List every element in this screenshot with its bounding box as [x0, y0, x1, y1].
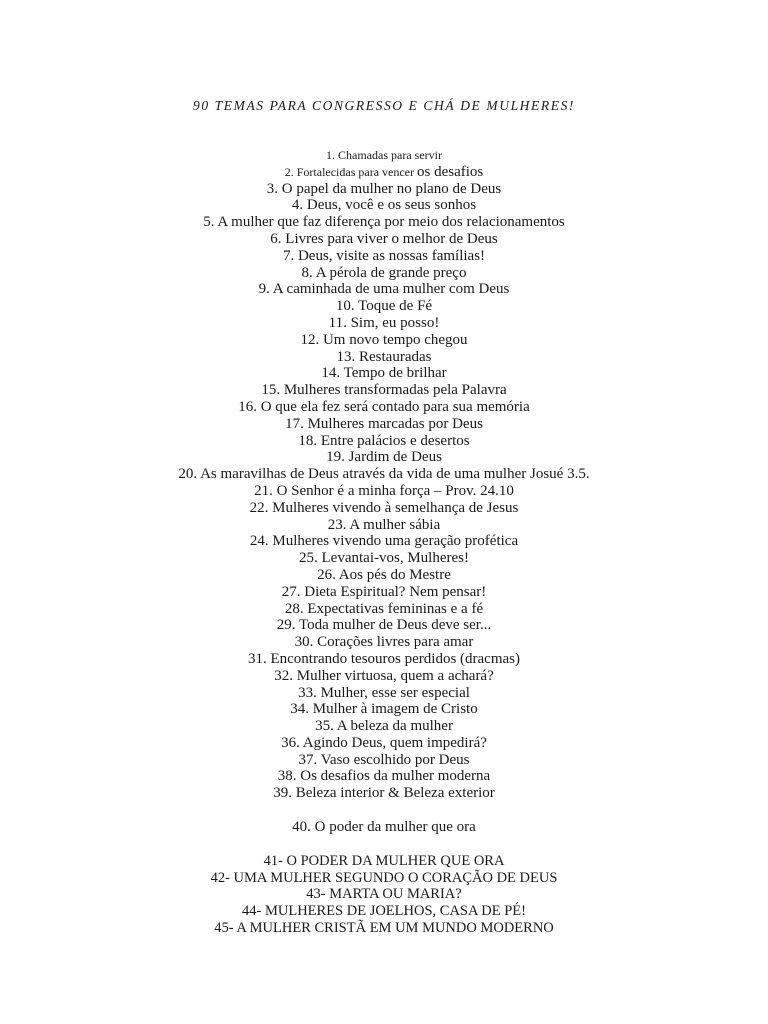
list-item: 34. Mulher à imagem de Cristo [290, 701, 478, 718]
list-item: 45- A MULHER CRISTÃ EM UM MUNDO MODERNO [214, 920, 554, 937]
list-item: 7. Deus, visite as nossas famílias! [282, 247, 486, 264]
list-item: 38. Os desafios da mulher moderna [277, 768, 491, 785]
list-item: 3. O papel da mulher no plano de Deus [266, 180, 502, 197]
list-item: 6. Livres para viver o melhor de Deus [270, 230, 498, 247]
list-item: 15. Mulheres transformadas pela Palavra [261, 382, 507, 399]
list-item: 9. A caminhada de uma mulher com Deus [258, 281, 510, 298]
list-item: 33. Mulher, esse ser especial [298, 684, 470, 701]
list-item: 26. Aos pés do Mestre [317, 566, 451, 583]
list-item: 1. Chamadas para servir [326, 148, 442, 162]
topics-list [0, 147, 768, 937]
list-item [0, 164, 768, 181]
list-item: 4. Deus, você e os seus sonhos [291, 197, 477, 214]
list-item: 27. Dieta Espiritual? Nem pensar! [281, 583, 487, 600]
list-item: 35. A beleza da mulher [315, 718, 453, 735]
list-item: 31. Encontrando tesouros perdidos (dracmas) [247, 650, 520, 667]
list-item: 30. Corações livres para amar [294, 634, 474, 651]
list-item-text: os desafios [417, 163, 484, 180]
list-item: 23. A mulher sábia [327, 516, 441, 533]
list-item: 42- UMA MULHER SEGUNDO O CORAÇÃO DE DEUS [210, 869, 558, 886]
list-item: 18. Entre palácios e desertos [298, 432, 470, 449]
list-item: 10. Toque de Fé [335, 298, 433, 315]
list-item: 22. Mulheres vivendo à semelhança de Jesus [249, 499, 519, 516]
list-item: 20. As maravilhas de Deus através da vida de uma mulher Josué 3.5. [178, 466, 590, 483]
list-item: 8. A pérola de grande preço [301, 264, 467, 281]
list-item-text: 2. Fortalecidas para vencer [284, 164, 415, 179]
list-item: 39. Beleza interior & Beleza exterior [273, 785, 495, 802]
list-item: 21. O Senhor é a minha força – Prov. 24.10 [254, 482, 514, 499]
list-item: 43- MARTA OU MARIA? [306, 886, 462, 903]
list-item: 12. Um novo tempo chegou [300, 331, 468, 348]
list-item: 40. O poder da mulher que ora [292, 819, 476, 836]
list-item: 17. Mulheres marcadas por Deus [285, 415, 483, 432]
list-item: 36. Agindo Deus, quem impedirá? [281, 734, 487, 751]
list-item: 44- MULHERES DE JOELHOS, CASA DE PÉ! [242, 903, 526, 920]
list-item: 32. Mulher virtuosa, quem a achará? [274, 667, 494, 684]
list-item: 14. Tempo de brilhar [321, 365, 447, 382]
list-item: 19. Jardim de Deus [326, 449, 442, 466]
list-item: 5. A mulher que faz diferença por meio dos relacionamentos [203, 214, 565, 231]
list-item: 41- O PODER DA MULHER QUE ORA [263, 852, 505, 869]
list-item: 25. Levantai-vos, Mulheres! [299, 550, 469, 567]
list-item: 37. Vaso escolhido por Deus [298, 751, 470, 768]
list-item: 29. Toda mulher de Deus deve ser... [276, 617, 492, 634]
list-item: 11. Sim, eu posso! [328, 314, 440, 331]
list-item: 28. Expectativas femininas e a fé [284, 600, 484, 617]
list-item: 16. O que ela fez será contado para sua memória [238, 398, 530, 415]
page-title: 90 TEMAS PARA CONGRESSO E CHÁ DE MULHERES! [192, 98, 576, 113]
list-item: 24. Mulheres vivendo uma geração profética [249, 533, 519, 550]
list-item: 13. Restauradas [336, 348, 432, 365]
